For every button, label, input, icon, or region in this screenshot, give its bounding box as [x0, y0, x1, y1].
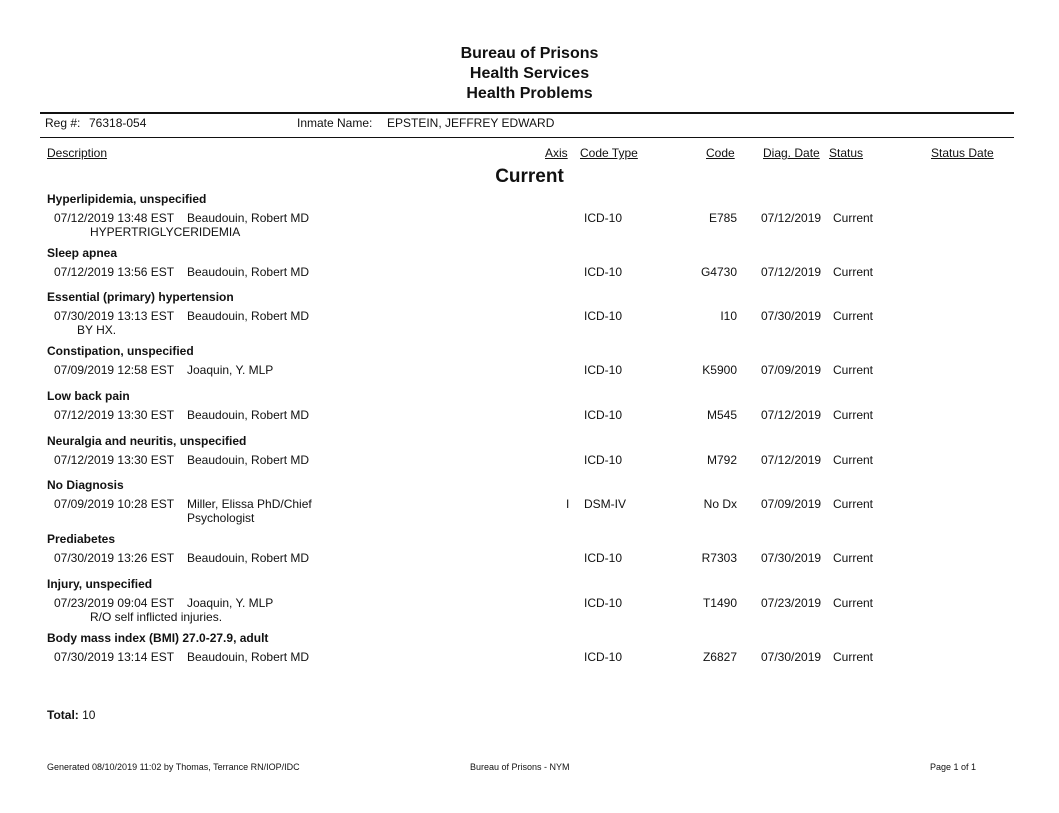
reg-number-label: Reg #: — [45, 116, 81, 130]
problem-title: Low back pain — [47, 389, 130, 403]
entry-datetime: 07/30/2019 13:14 EST — [54, 650, 175, 664]
diagnosis-code: M792 — [706, 453, 737, 467]
problem-list — [0, 190, 1059, 674]
diagnosis-code: E785 — [708, 211, 737, 225]
provider-name: Beaudouin, Robert MD — [187, 309, 310, 323]
status: Current — [833, 551, 874, 565]
column-description: Description — [47, 146, 108, 160]
column-axis: Axis — [545, 146, 568, 160]
footer-institution: Bureau of Prisons - NYM — [470, 762, 570, 772]
problem-title: Injury, unspecified — [47, 577, 153, 591]
diag-date: 07/12/2019 — [761, 408, 822, 422]
problem-row — [0, 575, 1059, 629]
provider-name: Beaudouin, Robert MD — [187, 453, 310, 467]
diag-date: 07/09/2019 — [761, 497, 822, 511]
column-code-type: Code Type — [580, 146, 638, 160]
status: Current — [833, 363, 874, 377]
problem-row — [0, 342, 1059, 387]
provider-name — [187, 497, 312, 525]
problem-row — [0, 476, 1059, 530]
entry-datetime: 07/09/2019 12:58 EST — [54, 363, 175, 377]
entry-datetime: 07/09/2019 10:28 EST — [54, 497, 175, 511]
header-rule — [40, 112, 1014, 114]
code-type: ICD-10 — [584, 211, 623, 225]
problem-row — [0, 288, 1059, 342]
entry-datetime: 07/30/2019 13:13 EST — [54, 309, 175, 323]
diag-date: 07/12/2019 — [761, 211, 822, 225]
column-code: Code — [706, 146, 735, 160]
diagnosis-code: M545 — [706, 408, 737, 422]
entry-datetime: 07/12/2019 13:30 EST — [54, 408, 175, 422]
footer-page-number: Page 1 of 1 — [930, 762, 977, 772]
problem-title: Body mass index (BMI) 27.0-27.9, adult — [47, 631, 269, 645]
diagnosis-code: T1490 — [702, 596, 737, 610]
problem-row — [0, 530, 1059, 575]
diag-date: 07/23/2019 — [761, 596, 822, 610]
diagnosis-code: I10 — [720, 309, 737, 323]
provider-name-line1: Miller, Elissa PhD/Chief — [187, 497, 312, 511]
problem-title: Hyperlipidemia, unspecified — [47, 192, 207, 206]
provider-name-line2: Psychologist — [187, 511, 255, 525]
status: Current — [833, 211, 874, 225]
problem-title: Constipation, unspecified — [47, 344, 194, 358]
code-type: ICD-10 — [584, 650, 623, 664]
code-type: ICD-10 — [584, 551, 623, 565]
diag-date: 07/12/2019 — [761, 453, 822, 467]
column-status-date: Status Date — [931, 146, 994, 160]
problem-row — [0, 629, 1059, 674]
report-title: Health Problems — [466, 85, 593, 102]
provider-name: Beaudouin, Robert MD — [187, 650, 310, 664]
code-type: ICD-10 — [584, 363, 623, 377]
total-count — [47, 708, 95, 722]
code-type: DSM-IV — [584, 497, 626, 511]
problem-row — [0, 244, 1059, 288]
report-header — [0, 44, 1059, 104]
problem-row — [0, 432, 1059, 476]
diag-date: 07/30/2019 — [761, 309, 822, 323]
diagnosis-code: No Dx — [703, 497, 737, 511]
diagnosis-code: R7303 — [701, 551, 737, 565]
column-status: Status — [829, 146, 864, 160]
status: Current — [833, 650, 874, 664]
department-title: Health Services — [469, 65, 590, 82]
provider-name: Joaquin, Y. MLP — [187, 596, 274, 610]
total-value: 10 — [82, 708, 96, 722]
entry-datetime: 07/12/2019 13:30 EST — [54, 453, 175, 467]
status: Current — [833, 596, 874, 610]
total-label: Total: — [47, 708, 79, 722]
provider-name: Beaudouin, Robert MD — [187, 551, 310, 565]
problem-title: Prediabetes — [47, 532, 116, 546]
code-type: ICD-10 — [584, 265, 623, 279]
diag-date: 07/12/2019 — [761, 265, 822, 279]
diagnosis-code: Z6827 — [702, 650, 737, 664]
provider-name: Beaudouin, Robert MD — [187, 408, 310, 422]
problem-title: No Diagnosis — [47, 478, 124, 492]
section-title-current: Current — [495, 166, 564, 187]
diagnosis-code: G4730 — [700, 265, 737, 279]
provider-name: Beaudouin, Robert MD — [187, 265, 310, 279]
info-rule — [40, 137, 1014, 138]
problem-note: BY HX. — [77, 323, 117, 337]
diagnosis-code: K5900 — [702, 363, 737, 377]
axis-value: I — [566, 497, 570, 511]
problem-row — [0, 190, 1059, 244]
reg-number-value: 76318-054 — [89, 116, 147, 130]
inmate-name-value: EPSTEIN, JEFFREY EDWARD — [387, 116, 555, 130]
column-diag-date: Diag. Date — [763, 146, 820, 160]
provider-name: Beaudouin, Robert MD — [187, 211, 310, 225]
status: Current — [833, 453, 874, 467]
problem-title: Sleep apnea — [47, 246, 118, 260]
code-type: ICD-10 — [584, 453, 623, 467]
entry-datetime: 07/12/2019 13:48 EST — [54, 211, 175, 225]
entry-datetime: 07/30/2019 13:26 EST — [54, 551, 175, 565]
status: Current — [833, 265, 874, 279]
problem-note: R/O self inflicted injuries. — [90, 610, 223, 624]
entry-datetime: 07/23/2019 09:04 EST — [54, 596, 175, 610]
diag-date: 07/30/2019 — [761, 551, 822, 565]
code-type: ICD-10 — [584, 596, 623, 610]
inmate-name-label: Inmate Name: — [297, 116, 373, 130]
code-type: ICD-10 — [584, 408, 623, 422]
status: Current — [833, 497, 874, 511]
code-type: ICD-10 — [584, 309, 623, 323]
diag-date: 07/30/2019 — [761, 650, 822, 664]
provider-name: Joaquin, Y. MLP — [187, 363, 274, 377]
footer-generated: Generated 08/10/2019 11:02 by Thomas, Terrance RN/IOP/IDC — [47, 762, 300, 772]
problem-row — [0, 387, 1059, 432]
problem-note: HYPERTRIGLYCERIDEMIA — [90, 225, 241, 239]
agency-title: Bureau of Prisons — [460, 45, 599, 62]
entry-datetime: 07/12/2019 13:56 EST — [54, 265, 175, 279]
diag-date: 07/09/2019 — [761, 363, 822, 377]
problem-title: Neuralgia and neuritis, unspecified — [47, 434, 247, 448]
problem-title: Essential (primary) hypertension — [47, 290, 234, 304]
status: Current — [833, 408, 874, 422]
status: Current — [833, 309, 874, 323]
